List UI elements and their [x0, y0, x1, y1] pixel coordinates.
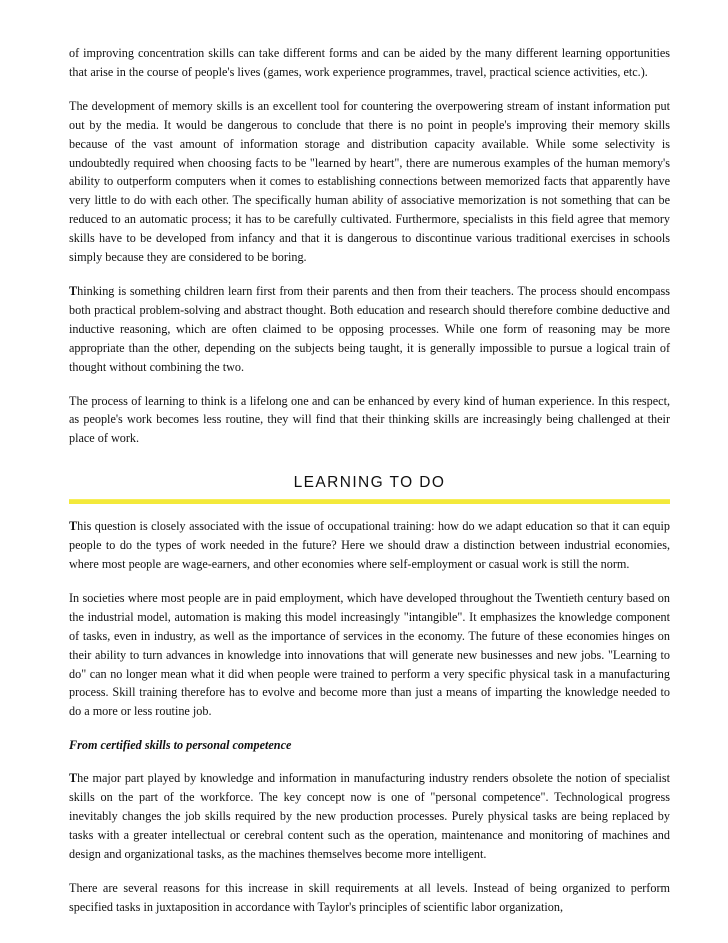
- paragraph-text: The process of learning to think is a lifelong one and can be enhanced by every kind of human experience. In this respect, as people's work becomes less routine, they will find that their thinking skills are increasingly being challenged at their place of work.: [69, 393, 670, 446]
- heading-underline-rule: [69, 499, 670, 504]
- paragraph-text: The development of memory skills is an excellent tool for countering the overpowering stream of instant information put out by the media. It would be dangerous to conclude that there is no point in people's improving their memory skills because of the vast amount of information storage and distribution capacity available. While some selectivity is undoubtedly required when choosing facts to be "learned by heart", there are numerous examples of the human memory's ability to outperform computers when it comes to establishing connections between memorized facts that apparently have very little to do with each other. The specifically human ability of associative memorization is not something that can be reduced to an automatic process; it has to be carefully cultivated. Furthermore, specialists in this field agree that memory skills have to be developed from infancy and that it is dangerous to discontinue various traditional exercises in schools simply because they are considered to be boring.: [69, 98, 670, 265]
- paragraph-text: of improving concentration skills can take different forms and can be aided by the many different learning opportunities that arise in the course of people's lives (games, work experience programmes, travel, practical science activities, etc.).: [69, 46, 670, 79]
- drop-cap: T: [69, 519, 78, 534]
- paragraph-text: his question is closely associated with the issue of occupational training: how do we adapt education so that it can equip people to do the types of work needed in the future? Here we should draw a distinction between industrial economies, where most people are wage-earners, and other economies where self-employment or casual work is still the norm.: [69, 519, 670, 572]
- paragraph-text: In societies where most people are in paid employment, which have developed throughout the Twentieth century based on the industrial model, automation is making this model increasingly "intangible". It emphasizes the knowledge component of tasks, even in industry, as well as the importance of services in the economy. The future of these economies hinges on their ability to turn advances in knowledge into innovations that will generate new businesses and new jobs. "Learning to do" can no longer mean what it did when people were trained to perform a very specific physical task in a manufacturing process. Skill training therefore has to evolve and become more than just a means of imparting the knowledge needed to do a more or less routine job.: [69, 590, 670, 719]
- drop-cap: T: [69, 283, 78, 298]
- section-heading-block: [69, 472, 670, 504]
- drop-cap: T: [69, 771, 78, 786]
- paragraph-text: he major part played by knowledge and information in manufacturing industry renders obsolete the notion of specialist skills on the part of the workforce. The key concept now is one of "personal competence". Technological progress inevitably changes the job skills required by the new production processes. Purely physical tasks are being replaced by tasks with a greater intellectual or cerebral content such as the operation, maintenance and monitoring of machines and design and organizational tasks, as the machines themselves become more intelligent.: [69, 771, 670, 861]
- paragraph-memory-skills: [69, 97, 670, 267]
- paragraph-skill-requirements: [69, 879, 670, 917]
- paragraph-thinking: [69, 282, 670, 377]
- paragraph-learning-to-think: [69, 392, 670, 449]
- document-page: [69, 44, 670, 932]
- section-heading: LEARNING TO DO: [293, 474, 446, 492]
- paragraph-paid-employment: [69, 589, 670, 721]
- paragraph-text: There are several reasons for this increase in skill requirements at all levels. Instead of being organized to perform specified tasks in juxtaposition in accordance with Taylor's principles of scientific labor organization,: [69, 880, 670, 914]
- paragraph-occupational-training: [69, 517, 670, 574]
- paragraph-knowledge-information: [69, 769, 670, 864]
- paragraph-concentration: [69, 44, 670, 82]
- subheading: From certified skills to personal competence: [69, 738, 292, 753]
- paragraph-text: hinking is something children learn first from their parents and then from their teachers. The process should encompass both practical problem-solving and abstract thought. Both education and research should therefore combine deductive and inductive reasoning, which are often claimed to be opposing processes. While one form of reasoning may be more appropriate than the other, depending on the subjects being taught, it is generally impossible to pursue a logical train of thought without combining the two.: [69, 283, 670, 374]
